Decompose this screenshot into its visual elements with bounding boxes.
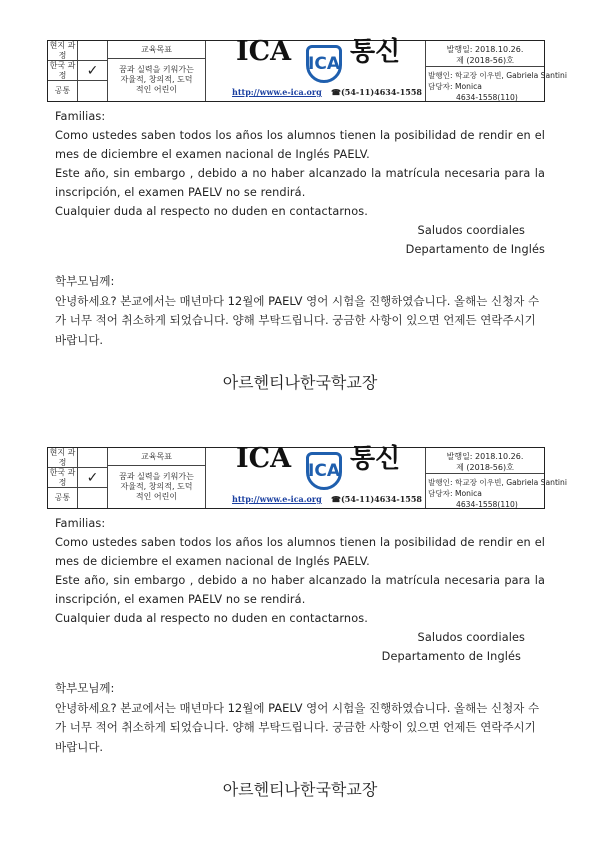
newsletter-header bbox=[47, 443, 567, 509]
body-ko: 안녕하세요? 본교에서는 매년마다 12월에 PAELV 영어 시험을 진행하였습니다. 올해는 신청자 수가 너무 적어 취소하게 되었습니다. 양해 부탁드립니다. 궁금한 사항이 있으면 언제든 연락주시기 바랍니다. bbox=[55, 293, 540, 347]
publisher: 발행인: 학교장 이우빈, Gabriela Santini bbox=[428, 71, 567, 80]
contact-phone: 4634-1558(110) bbox=[456, 93, 518, 102]
logo-area bbox=[206, 36, 426, 101]
letter-korean bbox=[55, 679, 545, 757]
check-mark-icon: ✓ bbox=[78, 61, 108, 81]
issue-number: 제 (2018-56)호 bbox=[456, 56, 514, 65]
school-emblem-icon: ICA bbox=[306, 45, 342, 83]
phone-number: ☎(54-11)4634-1558 bbox=[331, 87, 422, 97]
signature: Departamento de Inglés bbox=[405, 243, 545, 256]
greeting-ko: 학부모님께: bbox=[55, 274, 115, 288]
school-emblem-icon: ICA bbox=[306, 452, 342, 490]
row-label-local: 현지 과정 bbox=[48, 448, 78, 468]
paragraph-3: Cualquier duda al respecto no duden en contactarnos. bbox=[55, 612, 368, 625]
paragraph-1: Como ustedes saben todos los años los alumnos tienen la posibilidad de rendir en el mes de diciembre el examen nacional de Inglés PAELV. bbox=[55, 129, 545, 161]
logo-area bbox=[206, 443, 426, 508]
check-mark-icon: ✓ bbox=[78, 468, 108, 488]
body-ko: 안녕하세요? 본교에서는 매년마다 12월에 PAELV 영어 시험을 진행하였습니다. 올해는 신청자 수가 너무 적어 취소하게 되었습니다. 양해 부탁드립니다. 궁금한 사항이 있으면 언제든 연락주시기 바랍니다. bbox=[55, 700, 540, 754]
letter-spanish bbox=[55, 514, 545, 666]
contact-person: 담당자: Monica bbox=[428, 82, 482, 91]
greeting-es: Familias: bbox=[55, 517, 106, 530]
check-cell-local bbox=[78, 41, 108, 61]
check-cell-common bbox=[78, 81, 108, 101]
paragraph-3: Cualquier duda al respecto no duden en contactarnos. bbox=[55, 205, 368, 218]
website-link[interactable]: http://www.e-ica.org bbox=[232, 87, 322, 97]
paragraph-2: Este año, sin embargo , debido a no haber alcanzado la matrícula necesaria para la inscripción, el examen PAELV no se rendirá. bbox=[55, 167, 545, 199]
ica-logo-text: ICA bbox=[236, 36, 292, 67]
school-name: 아르헨티나한국학교장 bbox=[222, 780, 378, 799]
contact-phone: 4634-1558(110) bbox=[456, 500, 518, 509]
phone-number: ☎(54-11)4634-1558 bbox=[331, 494, 422, 504]
newsletter-title: 통신 bbox=[350, 37, 401, 67]
school-name: 아르헨티나한국학교장 bbox=[222, 373, 378, 392]
row-label-korean: 한국 과정 bbox=[48, 468, 78, 488]
letter-korean bbox=[55, 272, 545, 350]
closing: Saludos coordiales bbox=[417, 224, 525, 237]
goal-title: 교육목표 bbox=[108, 41, 206, 59]
issue-info bbox=[426, 41, 567, 102]
signature: Departamento de Inglés bbox=[381, 650, 521, 663]
goal-title: 교육목표 bbox=[108, 448, 206, 466]
publisher: 발행인: 학교장 이우빈, Gabriela Santini bbox=[428, 478, 567, 487]
row-label-local: 현지 과정 bbox=[48, 41, 78, 61]
goal-text: 꿈과 실력을 키워가는 자율적, 창의적, 도덕적인 어린이 bbox=[108, 466, 206, 508]
ica-logo-text: ICA bbox=[236, 443, 292, 474]
goal-text: 꿈과 실력을 키워가는 자율적, 창의적, 도덕적인 어린이 bbox=[108, 59, 206, 101]
issue-date: 발행일: 2018.10.26. bbox=[446, 45, 524, 54]
check-cell-local bbox=[78, 448, 108, 468]
letter-spanish bbox=[55, 107, 545, 259]
newsletter-copy bbox=[0, 443, 600, 847]
greeting-ko: 학부모님께: bbox=[55, 681, 115, 695]
issue-info bbox=[426, 448, 567, 509]
newsletter-header bbox=[47, 36, 567, 102]
newsletter-copy bbox=[0, 36, 600, 440]
newsletter-title: 통신 bbox=[350, 444, 401, 474]
issue-number: 제 (2018-56)호 bbox=[456, 463, 514, 472]
greeting-es: Familias: bbox=[55, 110, 106, 123]
issue-date: 발행일: 2018.10.26. bbox=[446, 452, 524, 461]
check-cell-common bbox=[78, 488, 108, 508]
contact-person: 담당자: Monica bbox=[428, 489, 482, 498]
row-label-common: 공통 bbox=[48, 81, 78, 101]
row-label-korean: 한국 과정 bbox=[48, 61, 78, 81]
closing: Saludos coordiales bbox=[417, 631, 525, 644]
paragraph-2: Este año, sin embargo , debido a no haber alcanzado la matrícula necesaria para la inscripción, el examen PAELV no se rendirá. bbox=[55, 574, 545, 606]
website-link[interactable]: http://www.e-ica.org bbox=[232, 494, 322, 504]
paragraph-1: Como ustedes saben todos los años los alumnos tienen la posibilidad de rendir en el mes de diciembre el examen nacional de Inglés PAELV. bbox=[55, 536, 545, 568]
row-label-common: 공통 bbox=[48, 488, 78, 508]
